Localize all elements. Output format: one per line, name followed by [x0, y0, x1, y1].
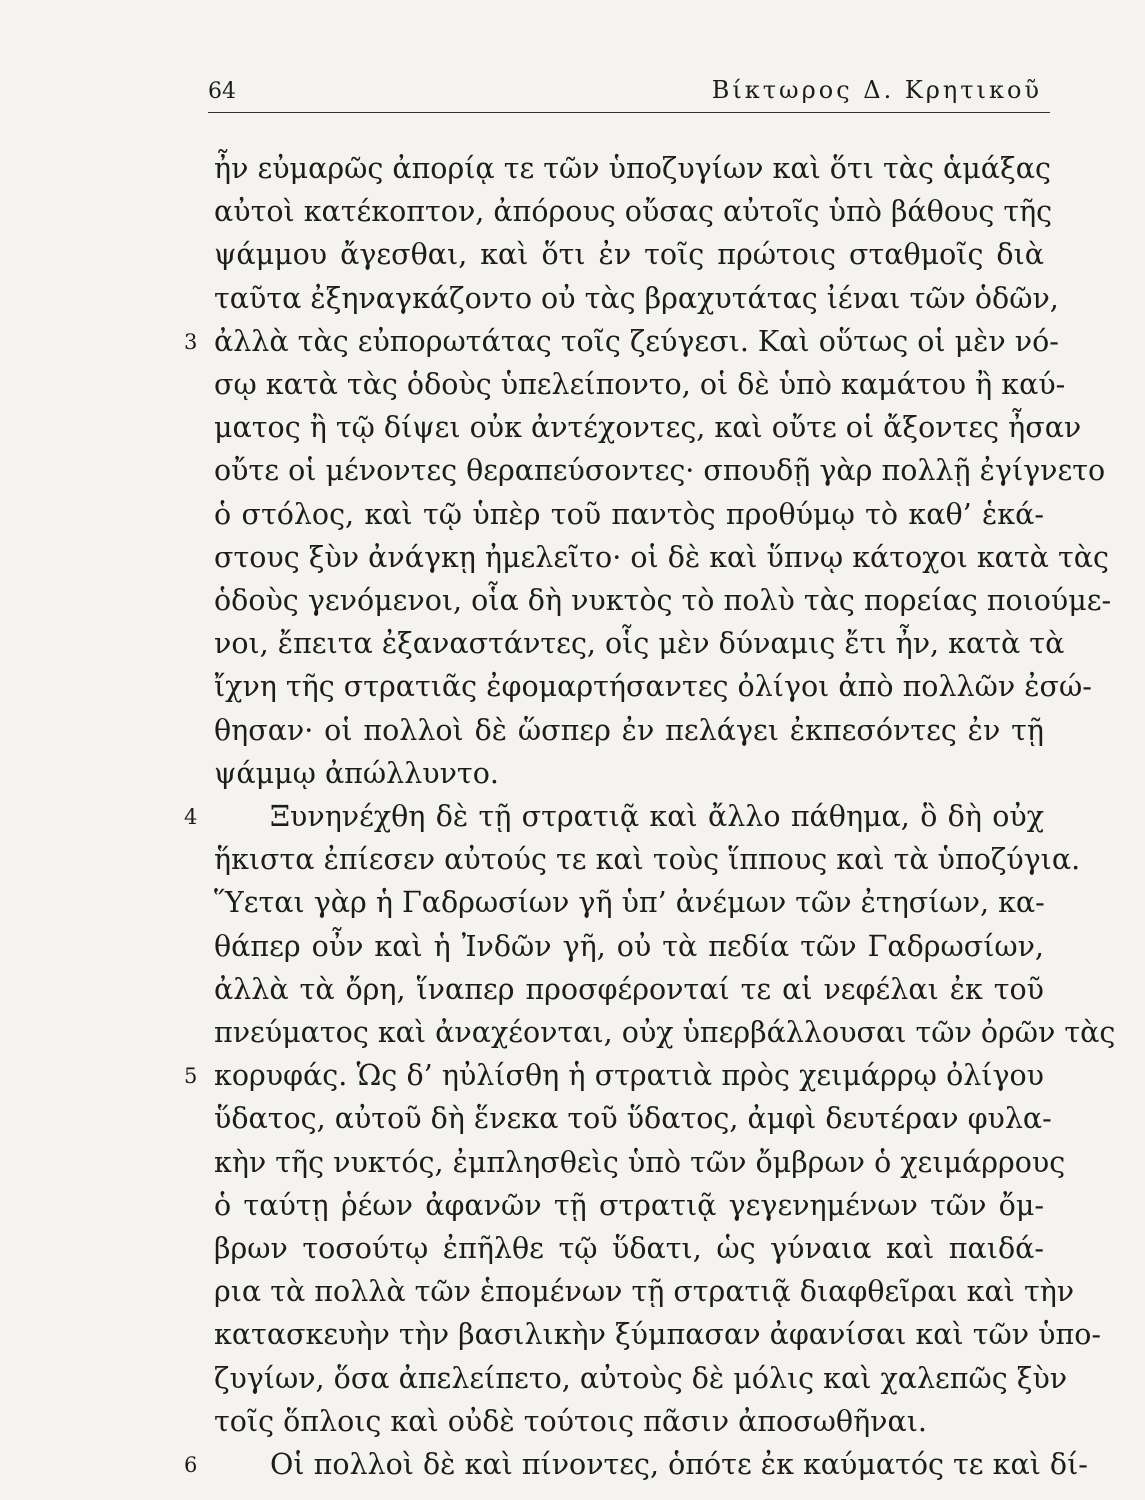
text-line: Οἱ πολλοὶ δὲ καὶ πίνοντες, ὁπότε ἐκ καύματός τε καὶ δί-	[270, 1448, 1088, 1481]
text-line: ὁδοὺς γενόμενοι, οἷα δὴ νυκτὸς τὸ πολὺ τὰς πορείας ποιούμε-	[214, 584, 1112, 617]
text-line: ρια τὰ πολλὰ τῶν ἑπομένων τῇ στρατιᾷ διαφθεῖραι καὶ τὴν	[214, 1275, 1075, 1309]
section-number: 6	[184, 1453, 198, 1477]
text-line: θάπερ οὖν καὶ ἡ Ἰνδῶν γῆ, οὐ τὰ πεδία τῶν Γαδρωσίων,	[214, 929, 1044, 963]
text-line: Ὕεται γὰρ ἡ Γαδρωσίων γῆ ὑπ’ ἀνέμων τῶν ἐτησίων, κα-	[214, 886, 1045, 920]
text-line: ψάμμῳ ἀπώλλυντο.	[214, 756, 499, 790]
section-number: 5	[184, 1064, 198, 1089]
text-line: οὔτε οἱ μένοντες θεραπεύσοντες· σπουδῇ γὰρ πολλῇ ἐγίγνετο	[214, 454, 1106, 488]
text-line: ταῦτα ἐξηναγκάζοντο οὐ τὰς βραχυτάτας ἰέναι τῶν ὁδῶν,	[214, 281, 1059, 315]
text-line: ἀλλὰ τὰ ὄρη, ἵναπερ προσφέρονταί τε αἱ νεφέλαι ἐκ τοῦ	[214, 972, 1044, 1006]
text-line: νοι, ἔπειτα ἐξαναστάντες, οἷς μὲν δύναμις ἔτι ἦν, κατὰ τὰ	[214, 627, 1065, 661]
text-line: ψάμμου ἄγεσθαι, καὶ ὅτι ἐν τοῖς πρώτοις σταθμοῖς διὰ	[214, 238, 1044, 272]
text-line: τοῖς ὅπλοις καὶ οὐδὲ τούτοις πᾶσιν ἀποσωθῆναι.	[214, 1404, 927, 1438]
section-number: 3	[184, 329, 198, 354]
text-line: θησαν· οἱ πολλοὶ δὲ ὥσπερ ἐν πελάγει ἐκπεσόντες ἐν τῇ	[214, 713, 1044, 747]
running-title: Βίκτωρος Δ. Κρητικοῦ	[711, 76, 1042, 104]
text-line: ἴχνη τῆς στρατιᾶς ἐφομαρτήσαντες ὀλίγοι ἀπὸ πολλῶν ἐσώ-	[214, 670, 1092, 704]
text-line: κὴν τῆς νυκτός, ἐμπλησθεὶς ὑπὸ τῶν ὄμβρων ὁ χειμάρρους	[214, 1145, 1066, 1179]
text-line: αὐτοὶ κατέκοπτον, ἀπόρους οὔσας αὐτοῖς ὑπὸ βάθους τῆς	[214, 195, 1053, 229]
page-number: 64	[208, 79, 236, 104]
text-line: ματος ἢ τῷ δίψει οὐκ ἀντέχοντες, καὶ οὔτε οἱ ἄξοντες ἦσαν	[214, 411, 1082, 445]
text-line: ὁ ταύτῃ ῥέων ἀφανῶν τῇ στρατιᾷ γεγενημένων τῶν ὄμ-	[214, 1188, 1044, 1222]
text-line: ὁ στόλος, καὶ τῷ ὑπὲρ τοῦ παντὸς προθύμῳ τὸ καθ’ ἑκά-	[214, 497, 1044, 531]
text-line: ἦν εὐμαρῶς ἀπορίᾳ τε τῶν ὑποζυγίων καὶ ὅτι τὰς ἁμάξας	[214, 152, 1051, 185]
text-line: ζυγίων, ὅσα ἀπελείπετο, αὐτοὺς δὲ μόλις καὶ χαλεπῶς ξὺν	[214, 1361, 1068, 1395]
text-line: κατασκευὴν τὴν βασιλικὴν ξύμπασαν ἀφανίσαι καὶ τῶν ὑπο-	[214, 1318, 1101, 1352]
text-line: στους ξὺν ἀνάγκῃ ἠμελεῖτο· οἱ δὲ καὶ ὕπνῳ κάτοχοι κατὰ τὰς	[214, 540, 1109, 574]
text-line: κορυφάς. Ὡς δ’ ηὐλίσθη ἡ στρατιὰ πρὸς χειμάρρῳ ὀλίγου	[214, 1059, 1044, 1093]
text-line: πνεύματος καὶ ἀναχέονται, οὐχ ὑπερβάλλουσαι τῶν ὀρῶν τὰς	[214, 1016, 1116, 1049]
text-line: βρων τοσούτῳ ἐπῆλθε τῷ ὕδατι, ὡς γύναια καὶ παιδά-	[214, 1232, 1044, 1265]
text-line: ὕδατος, αὐτοῦ δὴ ἕνεκα τοῦ ὕδατος, ἀμφὶ δευτέραν φυλα-	[214, 1102, 1052, 1136]
text-line: Ξυνηνέχθη δὲ τῇ στρατιᾷ καὶ ἄλλο πάθημα, ὃ δὴ οὐχ	[270, 800, 1044, 833]
text-line: ἥκιστα ἐπίεσεν αὐτούς τε καὶ τοὺς ἵππους καὶ τὰ ὑποζύγια.	[214, 843, 1081, 877]
text-line: σῳ κατὰ τὰς ὁδοὺς ὑπελείποντο, οἱ δὲ ὑπὸ καμάτου ἢ καύ-	[214, 368, 1066, 401]
text-line: ἀλλὰ τὰς εὐπορωτάτας τοῖς ζεύγεσι. Καὶ οὕτως οἱ μὲν νό-	[214, 324, 1059, 358]
section-number: 4	[184, 805, 198, 829]
